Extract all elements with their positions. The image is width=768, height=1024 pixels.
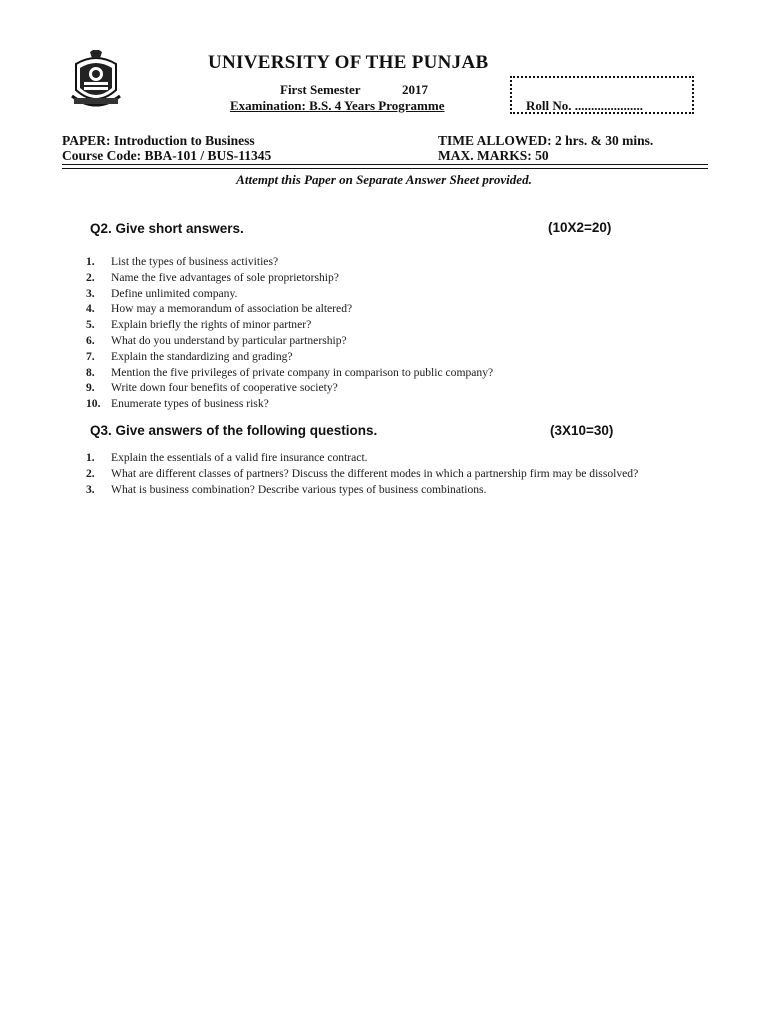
item-number: 2. [86, 270, 95, 284]
list-item [86, 333, 493, 349]
list-item [86, 317, 493, 333]
item-text: Explain the essentials of a valid fire insurance contract. [111, 451, 368, 464]
item-text: Define unlimited company. [111, 286, 238, 300]
item-number: 3. [86, 482, 95, 496]
item-text: Write down four benefits of cooperative society? [111, 381, 338, 395]
list-item [86, 301, 493, 317]
item-text: Explain the standardizing and grading? [111, 349, 293, 363]
item-number: 3. [86, 286, 95, 300]
list-item [86, 365, 493, 381]
item-number: 5. [86, 318, 95, 332]
item-number: 4. [86, 302, 95, 316]
list-item [86, 396, 493, 412]
item-text: Name the five advantages of sole proprietorship? [111, 270, 339, 284]
header-divider-bottom [62, 168, 708, 169]
q2-question-list [86, 254, 493, 412]
list-item [86, 254, 493, 270]
q2-heading: Q2. Give short answers. [90, 221, 244, 236]
list-item [86, 270, 493, 286]
max-marks: MAX. MARKS: 50 [438, 148, 549, 163]
item-number: 9. [86, 381, 95, 395]
item-text: Enumerate types of business risk? [111, 397, 269, 411]
item-text: Explain briefly the rights of minor partner? [111, 318, 312, 332]
paper-title: PAPER: Introduction to Business [62, 133, 255, 148]
item-number: 7. [86, 349, 95, 363]
university-title: UNIVERSITY OF THE PUNJAB [208, 52, 489, 73]
q3-marks: (3X10=30) [550, 423, 614, 438]
item-number: 2. [86, 466, 95, 480]
item-number: 1. [86, 451, 95, 464]
item-number: 1. [86, 255, 95, 268]
list-item [86, 349, 493, 365]
examination-line: Examination: B.S. 4 Years Programme [230, 98, 445, 113]
semester-label: First Semester [280, 82, 361, 97]
list-item [86, 286, 493, 302]
q3-question-list [86, 450, 711, 497]
item-number: 10. [86, 397, 101, 411]
list-item [86, 466, 711, 482]
exam-year: 2017 [402, 82, 428, 97]
time-allowed: TIME ALLOWED: 2 hrs. & 30 mins. [438, 133, 654, 148]
university-crest-icon [68, 50, 124, 112]
item-text: Mention the five privileges of private company in comparison to public company? [111, 365, 494, 379]
item-text: List the types of business activities? [111, 255, 279, 268]
item-number: 8. [86, 365, 95, 379]
list-item [86, 482, 711, 498]
list-item [86, 450, 711, 466]
item-text: What is business combination? Describe various types of business combinations. [111, 482, 487, 496]
list-item [86, 380, 493, 396]
q3-heading: Q3. Give answers of the following questions. [90, 423, 378, 438]
course-code: Course Code: BBA-101 / BUS-11345 [62, 148, 272, 163]
header-divider-top [62, 164, 708, 165]
item-number: 6. [86, 333, 95, 347]
q2-marks: (10X2=20) [548, 220, 612, 235]
item-text: How may a memorandum of association be altered? [111, 302, 353, 316]
roll-number-box [510, 76, 694, 114]
item-text: What are different classes of partners? Discuss the different modes in which a partnership firm may be dissolved? [111, 466, 639, 480]
item-text: What do you understand by particular partnership? [111, 333, 347, 347]
instruction-line: Attempt this Paper on Separate Answer Sheet provided. [236, 172, 532, 187]
roll-number-label: Roll No. ..................... [526, 98, 643, 113]
